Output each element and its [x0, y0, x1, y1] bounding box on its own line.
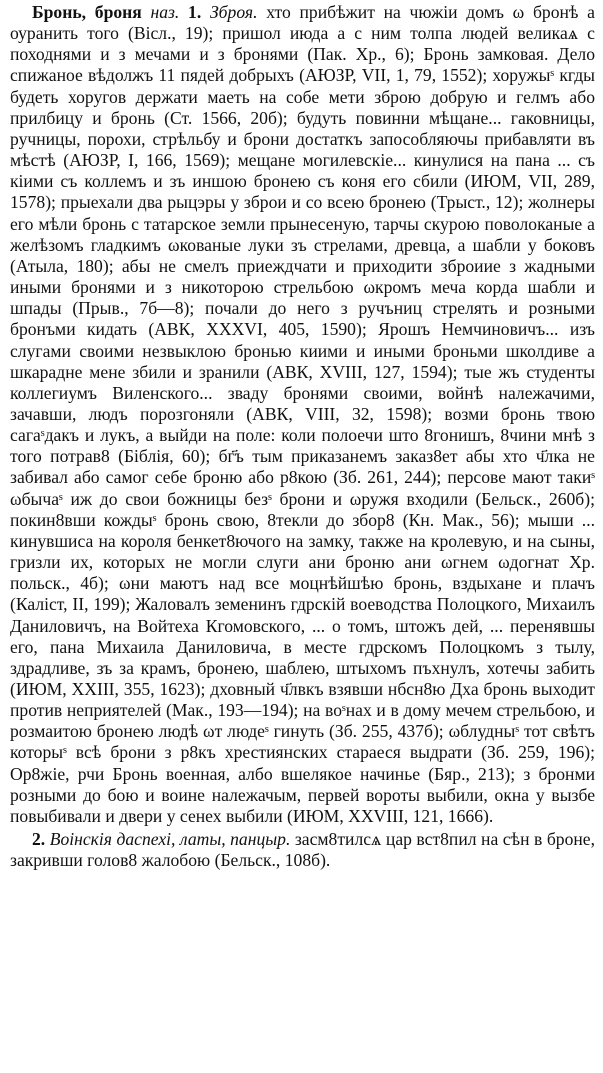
- entry-sense-1: [10, 2, 595, 827]
- entry-sense-2: [10, 829, 595, 871]
- sense-number-2: 2.: [32, 829, 46, 850]
- grammar-label: наз.: [150, 2, 180, 22]
- sense-definition-1: Зброя.: [209, 2, 258, 22]
- headword: Бронь, броня: [32, 2, 142, 22]
- sense-number-1: 1.: [188, 2, 202, 22]
- sense-citations-1: хто прибѣжит на чюжiи домъ ω бронѣ а оуранить того (Вiсл., 19); пришол июда а с ним толпа людей великаѧ с походнями и з мечами и з бронями (Пак. Хр., 6); Бронь замковая. Дело спижаное вѣдолжъ 11 пядей добрыхъ (АЮЗР, VII, 1, 79, 1552); хоружыˢ кгды будеть хоругов держати маеть на собе мети зброю добрую и гелмъ або прилбицу и бронь (Ст. 1566, 20б); будуть повинни мѣщане... гаковницы, ручницы, порохи, стрѣльбу и брони достаткъ запособляючы прибавляти въ мѣстѣ (АЮЗР, I, 166, 1569); мещане могилевскiе... кинулися на пана ... съ кiими съ коллемъ и зъ иншою бронею съ коня его сбили (ИЮМ, VII, 289, 1578); прыехали два рыцэры у зброи и со всею бронею (Трыст., 12); жолнеры его мѣли бронь с татарское земли прынесеную, тарчы скурою поволоканые а желѣзомъ гладкимъ ωкованые луки зъ стрелами, древца, а шабли у боковъ (Атыла, 180); абы не смелъ приеждчати и приходити зброиие з жадными иными бронями и з никоторою стрельбою ωкромъ меча корда шабли и шпады (Прыв., 7б—8); почали до него з ручъниц стрелять и розными бронъми кидать (АВК, XXXVI, 405, 1590); Ярошъ Немчиновичъ... изъ слугами своими незвыклою бронью киими и иными броньми школдиве а шкарадне мене збили и зранили (АВК, XVIII, 127, 1594); тые жъ студенты коллегиумъ Виленского... зваду бронями своими, войнѣ належачими, зачавши, людъ порозгоняли (АВК, VIII, 32, 1598); возми бронь твою сагаˢдакъ и лукъ, а выйди на поле: коли полоечи што 8гонишъ, 8чини мнѣ з того потрав8 (Біблія, 60); бг҃ъ тым приказанемъ заказ8ет абы хто ч҃лка не забивал або самог себе броню або р8кою (Зб. 261, 244); персове мают такиˢ ωбычаˢ иж до свои божницы безˢ брони и ωружя входили (Бельск., 260б); покин8вши кождыˢ бронь свою, 8текли до збор8 (Кн. Мак., 56); мыши ... кинувшиса на короля бенкет8ючого на замку, также на кролевую, и на сыны, гризли их, которых не могли слуги ани броню ани ωгнем ωдогнат Хр. польск., 4б); ωни маютъ над все моцнѣйшѣю бронь, вздыхане и плачъ (Калiст, II, 199); Жаловалъ земенинъ гдрскiй воеводства Полоцкого, Михаилъ Даниловичъ, на Войтеха Кгомовского, ... о томъ, штожъ дей, ... перенявшы его, пана Михаила Даниловича, в месте гдрскомъ Полоцкомъ з тылу, здрадливе, зъ за крамъ, бронею, шаблею, штыхомъ пъхнулъ, хотечы забить (ИЮМ, XXIII, 355, 1623); дховный ч҃лвкъ взявши нбсн8ю Дха бронь выходит против неприятелей (Мак., 193—194); на воˢнах и в дому мечем стрельбою, и розмаитою бронею людѣ ωт людеˢ гинуть (Зб. 255, 437б); ωблудныˢ тот свѣтъ которыˢ всѣ брони з р8къ хрестиянских стараеся выдрати (Зб. 259, 196); Ор8жie, рчи Бронь военная, албо вшелякое начинье (Бяр., 213); з бронми розными до бою и воине належачым, первей вороты выбили, окна у вызбе повыбивали и двери у сенех выбили (ИЮМ, XXVIII, 121, 1666).: [10, 2, 595, 826]
- sense-definition-2: Воінскія даспехі, латы, панцыр.: [49, 829, 291, 850]
- sense-citations-2: засм8тилсѧ цар вст8пил на сѣн в броне, закривши голов8 жалобою (Бельск., 108б).: [10, 829, 595, 871]
